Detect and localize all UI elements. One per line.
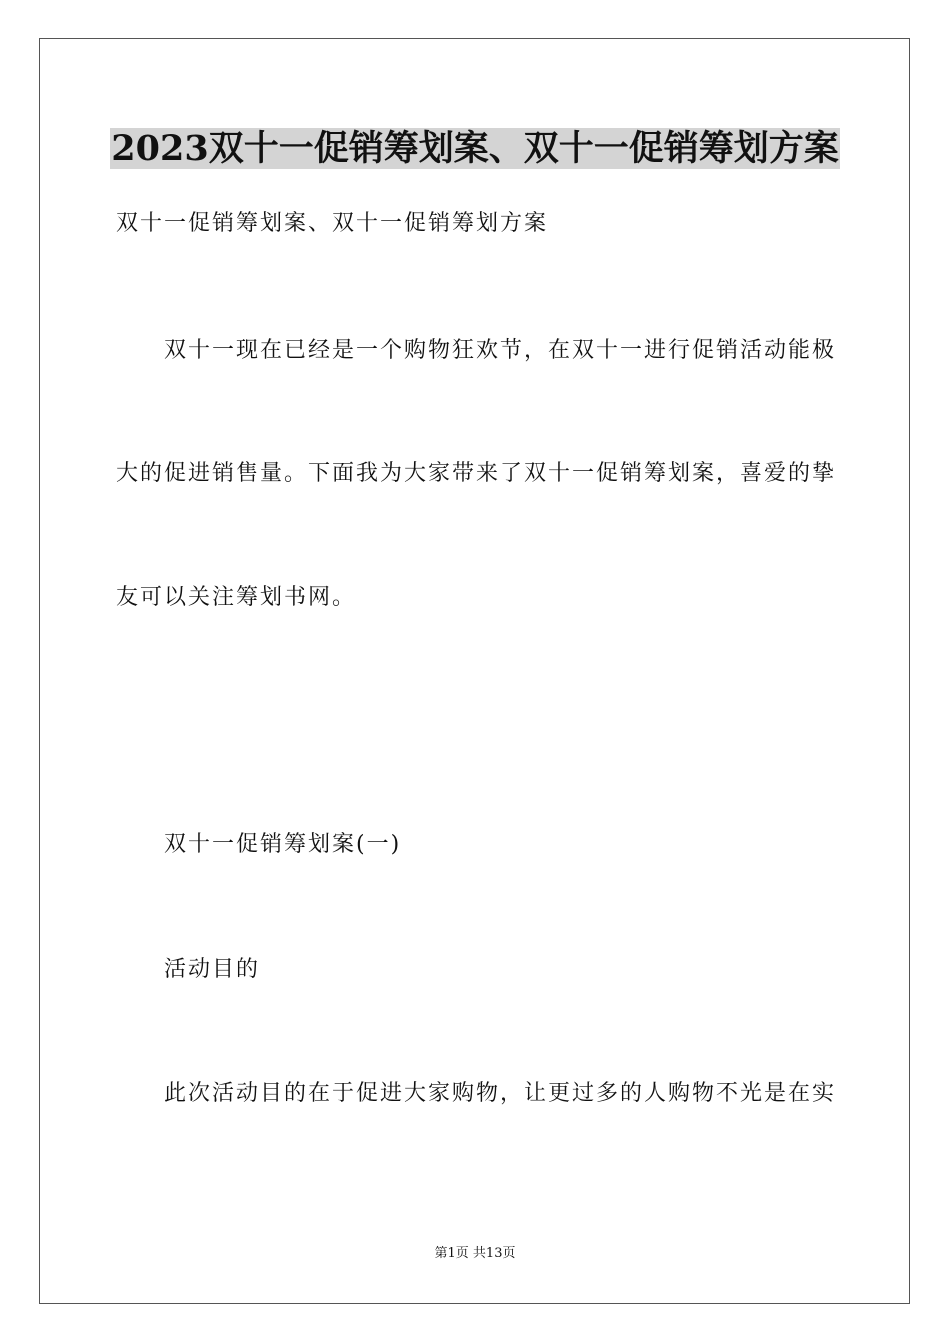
body-line: 此次活动目的在于促进大家购物，让更过多的人购物不光是在实 bbox=[164, 1081, 837, 1106]
intro-line-2: 大的促进销售量。下面我为大家带来了双十一促销筹划案，喜爱的挚 bbox=[116, 461, 837, 486]
title-text: 2023双十一促销筹划案、双十一促销筹划方案 bbox=[111, 128, 839, 169]
subtitle: 双十一促销筹划案、双十一促销筹划方案 bbox=[116, 211, 549, 236]
intro-line-3: 友可以关注筹划书网。 bbox=[116, 585, 357, 610]
intro-line-1: 双十一现在已经是一个购物狂欢节，在双十一进行促销活动能极 bbox=[164, 338, 837, 363]
section-heading: 双十一促销筹划案(一) bbox=[164, 832, 402, 857]
document-title bbox=[0, 124, 950, 174]
subheading: 活动目的 bbox=[164, 957, 261, 982]
page-footer: 第1页 共13页 bbox=[434, 1246, 516, 1261]
